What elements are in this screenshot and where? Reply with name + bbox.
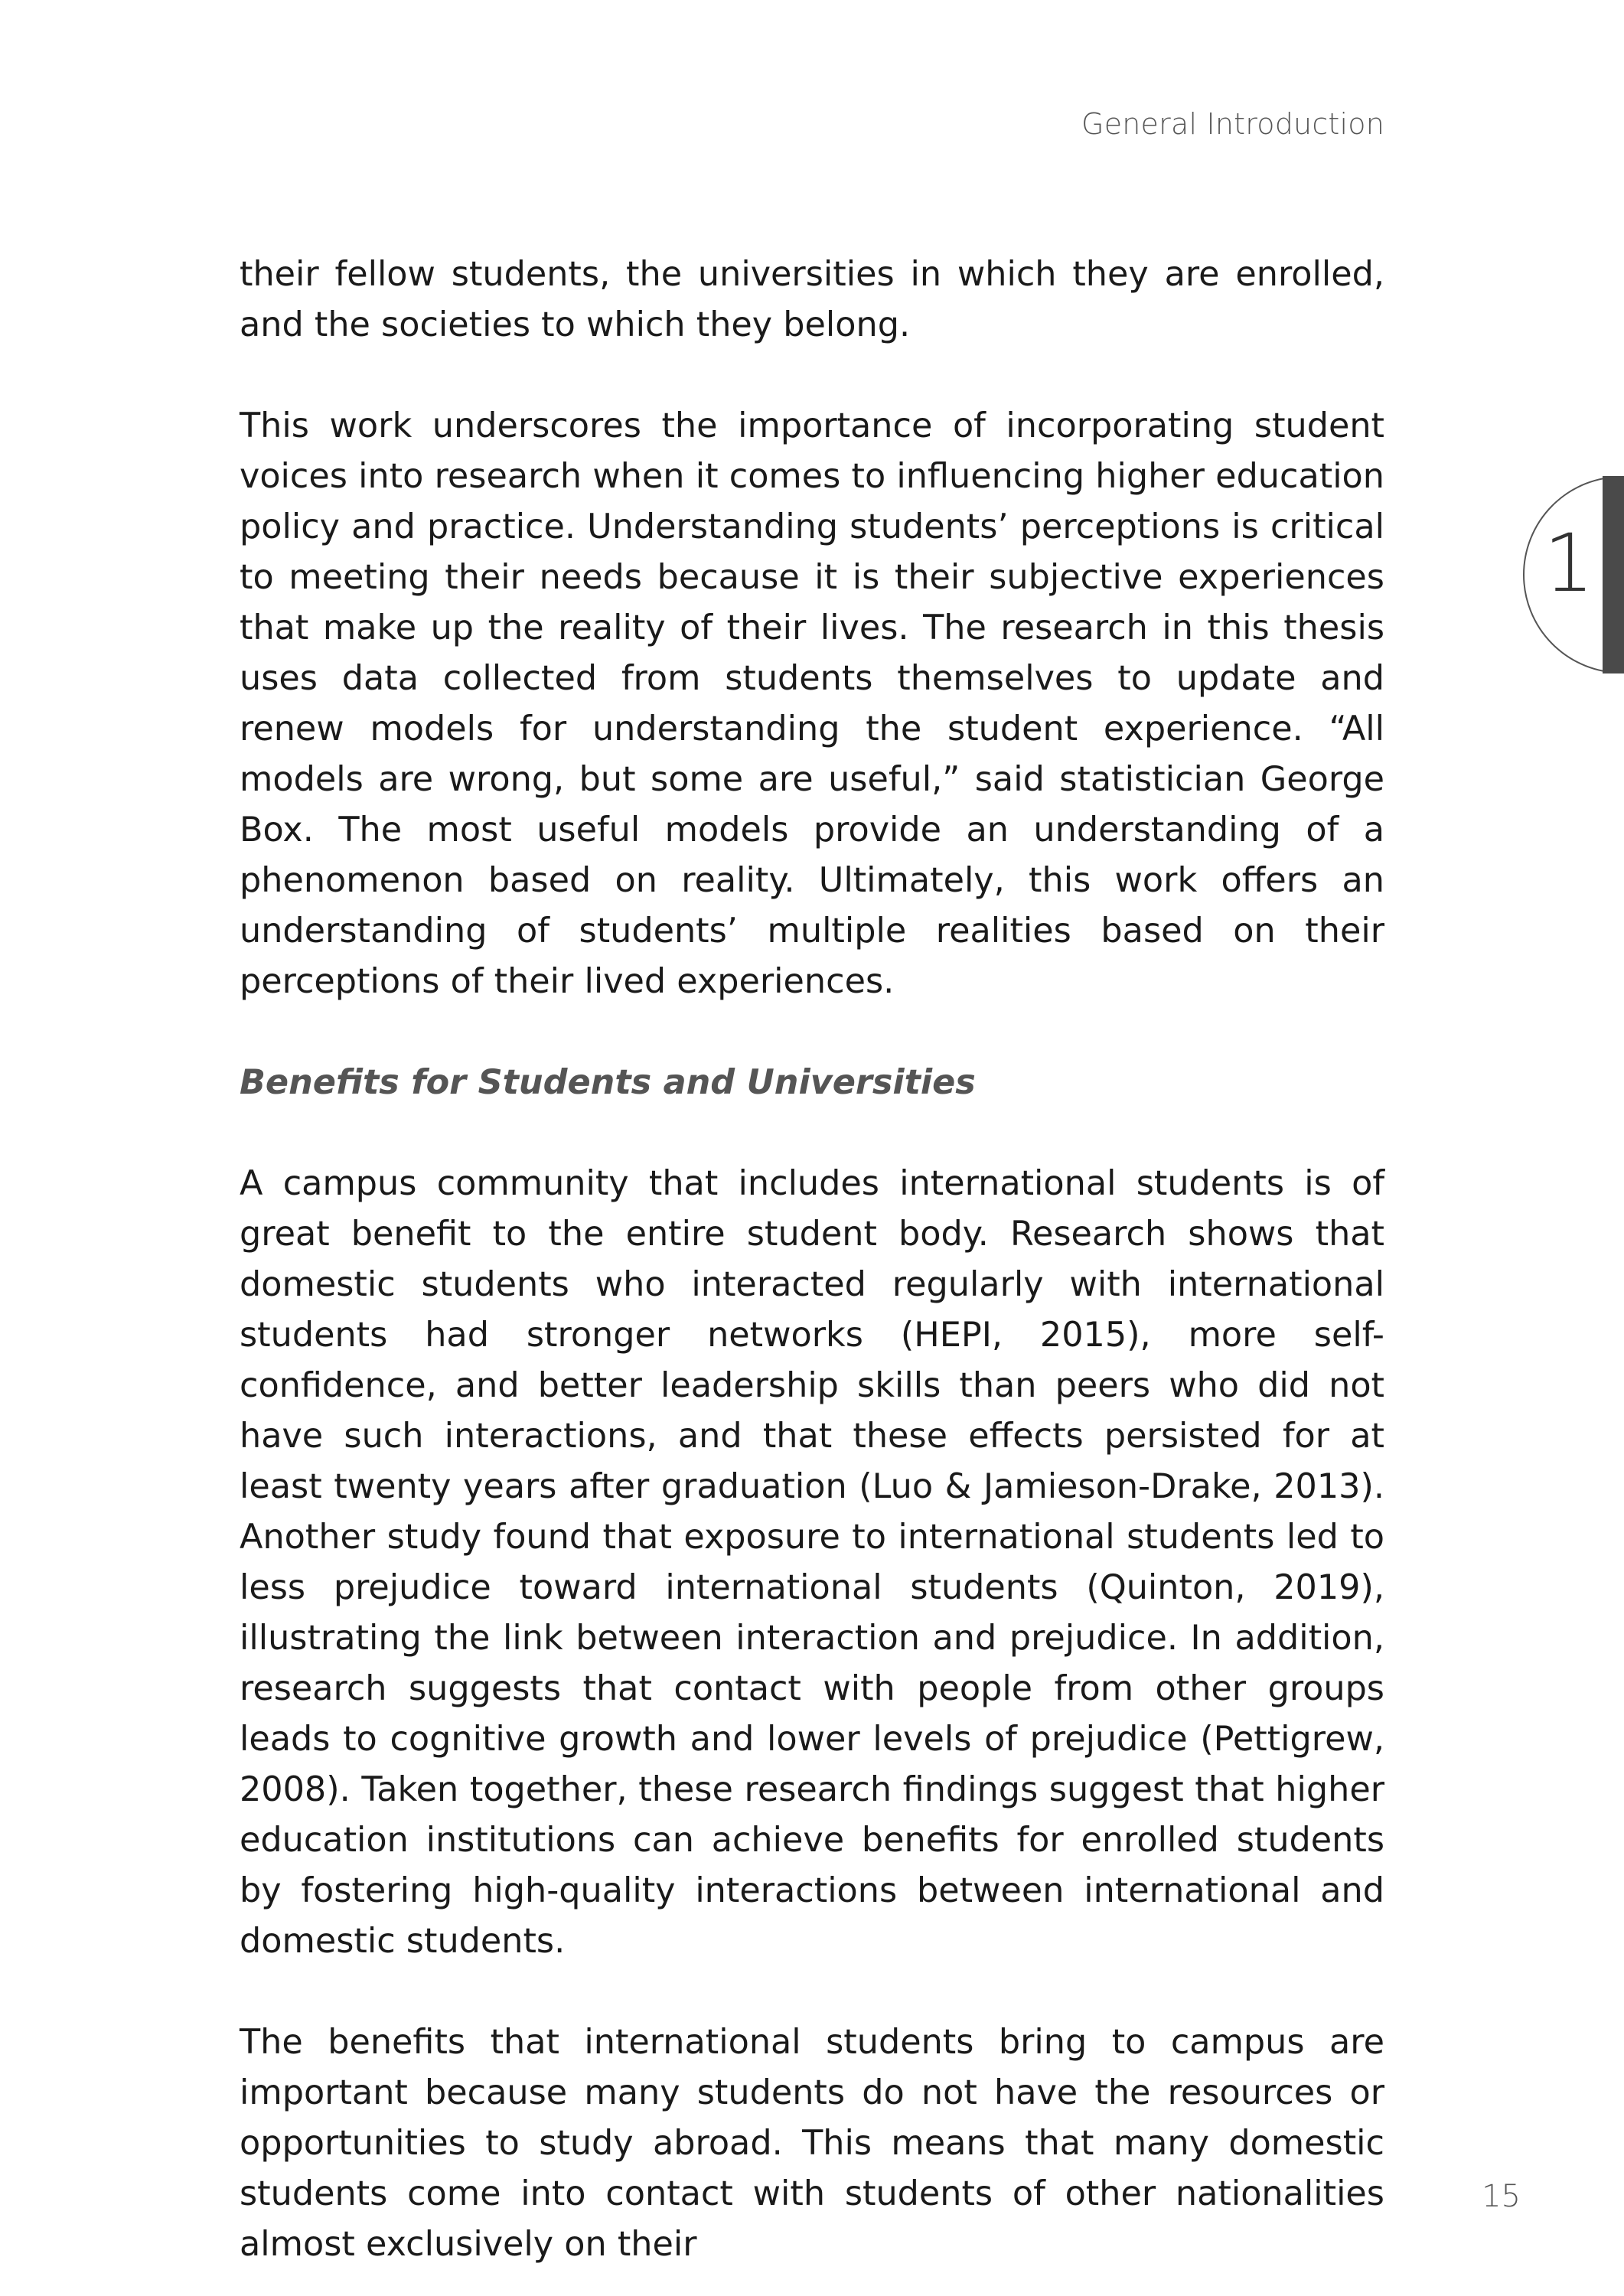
page-number: 15 [1482, 2179, 1521, 2214]
paragraph-continuation: their fellow students, the universities in which they are enrolled, and the societies to which they belong. [240, 255, 1384, 344]
paragraph-benefits: A campus community that includes international students is of great benefit to the entire student body. Research shows that domestic students who interacted regularly with international students had stronger networks (HEPI, 2015), more self-confidence, and better leadership skills than peers who did not have such interactions, and that these effects persisted for at least twenty years after graduation (Luo & Jamieson-Drake, 2013). Another study found that exposure to international students led to less prejudice toward international students (Quinton, 2019), illustrating the link between interaction and prejudice. In addition, research suggests that contact with people from other groups leads to cognitive growth and lower levels of prejudice (Pettigrew, 2008). Taken together, these research findings suggest that higher education institutions can achieve benefits for enrolled students by fostering high-quality interactions between international and domestic students. [240, 1164, 1384, 1961]
chapter-tab [1523, 476, 1624, 675]
paragraph-student-voices: This work underscores the importance of incorporating student voices into research when it comes to influencing higher education policy and practice. Understanding students’ perceptions is critical to meeting their needs because it is their subjective experiences that make up the reality of their lives. The research in this thesis uses data collected from students themselves to update and renew models for understanding the student experience. “All models are wrong, but some are useful,” said statistician George Box. The most useful models provide an understanding of a phenomenon based on reality. Ultimately, this work offers an understanding of students’ multiple realities based on their perceptions of their lived experiences. [240, 406, 1384, 1001]
running-header: General Introduction [1081, 107, 1384, 141]
section-subheading: Benefits for Students and Universities [240, 1063, 976, 1102]
paragraph-study-abroad: The benefits that international students bring to campus are important because many students do not have the resources or opportunities to study abroad. This means that many domestic students come into contact with students of other nationalities almost exclusively on their [240, 2023, 1384, 2264]
chapter-number: 1 [1543, 517, 1595, 610]
body-text [240, 249, 1384, 2270]
chapter-tab-bar [1603, 476, 1624, 673]
